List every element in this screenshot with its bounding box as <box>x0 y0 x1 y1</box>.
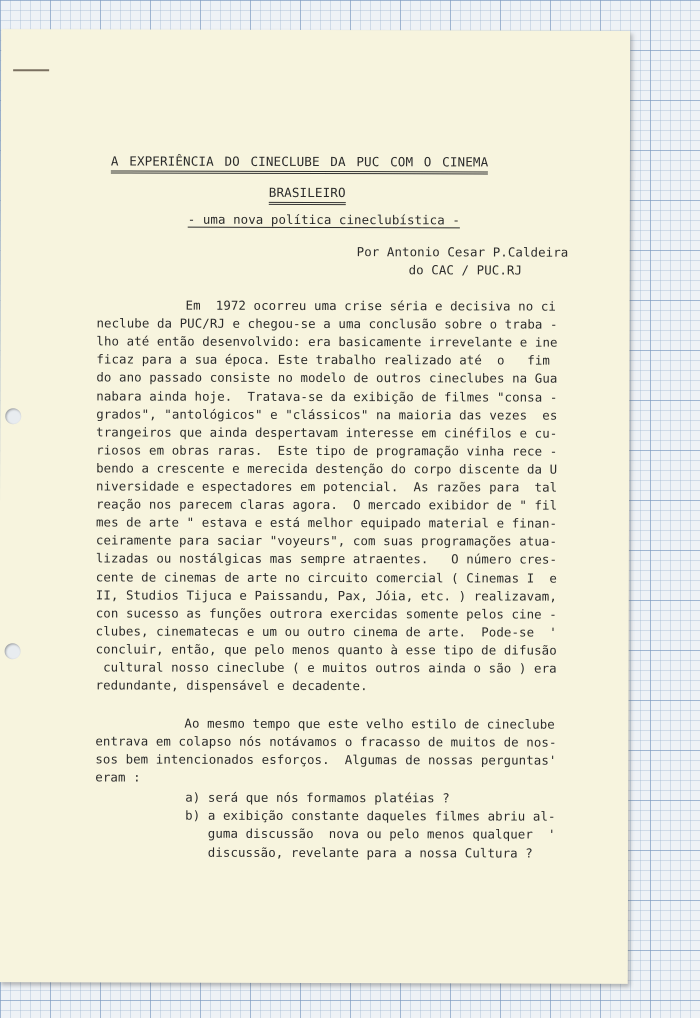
paragraph1-line: mes de arte " estava e está melhor equipado material e finan- <box>95 514 558 531</box>
punch-hole-bottom <box>5 643 21 659</box>
paragraph1-line: reação nos parecem claras agora. O mercado exibidor de " fil <box>95 496 558 513</box>
paragraph1-line: concluir, então, que pelo menos quanto à esse tipo de difusão <box>95 641 557 658</box>
question-list-item: b) a exibição constante daqueles filmes abriu al- <box>185 807 556 824</box>
paragraph1-line: bendo a crescente e merecida destenção do corpo discente da U <box>96 460 558 477</box>
paragraph1-line: grados", "antológicos" e "clássicos" na maioria das vezes es <box>96 406 558 423</box>
subtitle-text: - uma nova política cineclubística - <box>187 211 460 228</box>
paragraph2-line: Ao mesmo tempo que este velho estilo de cineclube <box>184 715 555 732</box>
paragraph1-line: neclube da PUC/RJ e chegou-se a uma conclusão sobre o traba - <box>96 315 558 332</box>
document-title-line2: BRASILEIRO <box>269 185 346 205</box>
document-subtitle <box>188 212 460 229</box>
paragraph1-line: lho até então desenvolvido: era basicamente irrevelante e ine <box>96 333 558 350</box>
paragraph1-line: con sucesso as funções outrora exercidas somente pelos cine - <box>95 605 557 622</box>
paragraph1-line: do ano passado consiste no modelo de outros cineclubes na Gua <box>96 369 558 387</box>
question-list-item: guma discussão nova ou pelo menos qualquer ' <box>185 826 556 843</box>
paragraph2-line: sos bem intencionados esforços. Algumas de nossas perguntas' <box>95 751 557 768</box>
paragraph1-line: niversidade e espectadores em potencial. As razões para tal <box>96 478 558 495</box>
author-line2: do CAC / PUC.RJ <box>408 262 523 278</box>
paragraph1-line: nabara ainda hoje. Tratava-se da exibição de filmes "consa - <box>96 387 558 405</box>
paragraph1-line: ficaz para a sua época. Este trabalho realizado até o fim <box>96 351 550 368</box>
paragraph1-line: cente de cinemas de arte no circuito comercial ( Cinemas I e <box>95 568 557 586</box>
paragraph1-line: II, Studios Tijuca e Paissandu, Pax, Jóia, etc. ) realizavam, <box>95 587 557 604</box>
document-title-line1: A EXPERIÊNCIA DO CINECLUBE DA PUC COM O CINEMA <box>111 153 488 174</box>
pencil-mark <box>13 69 49 71</box>
paragraph1-line: clubes, cinematecas e um ou outro cinema de arte. Pode-se ' <box>95 623 557 640</box>
paper-sheet <box>0 29 630 984</box>
paragraph2-line: entrava em colapso nós notávamos o fracasso de muitos de nos- <box>95 733 557 750</box>
question-list-item: a) será que nós formamos platéias ? <box>185 789 450 806</box>
paragraph1-line: ceiramente para saciar "voyeurs", com suas programações atua- <box>95 532 558 549</box>
author-line1: Por Antonio Cesar P.Caldeira <box>356 244 569 260</box>
paragraph1-line: Em 1972 ocorreu uma crise séria e decisiva no ci <box>185 297 556 314</box>
punch-hole-top <box>5 408 21 424</box>
paragraph1-line: redundante, dispensável e decadente. <box>95 677 368 694</box>
paragraph1-line: trangeiros que ainda despertavam interesse em cinéfilos e cu- <box>96 424 558 441</box>
paragraph1-line: cultural nosso cineclube ( e muitos outros ainda o são ) era <box>95 659 557 676</box>
paragraph2-line: eram : <box>95 769 141 785</box>
paragraph1-line: riosos em obras raras. Este tipo de programação vinha rece - <box>96 442 558 459</box>
question-list-item: discussão, revelante para a nossa Cultura ? <box>185 844 533 861</box>
paragraph1-line: lizadas ou nostálgicas mas sempre atraentes. O número cres- <box>95 550 558 568</box>
